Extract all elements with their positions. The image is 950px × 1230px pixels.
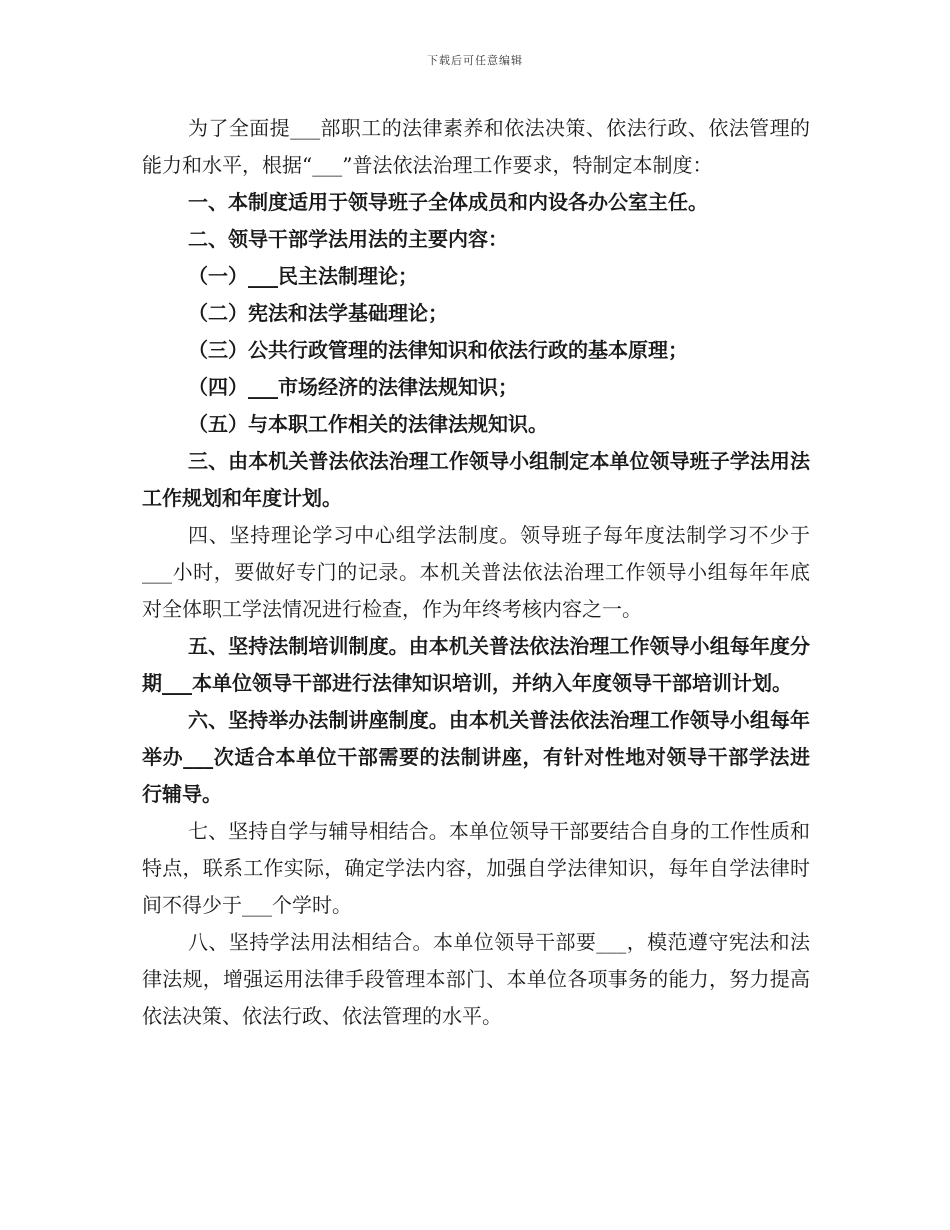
list-item-4: （四）___市场经济的法律法规知识；	[188, 375, 518, 399]
paragraph-article-6: 六、坚持举办法制讲座制度。由本机关普法依法治理工作领导小组每年举办___次适合本单位干部需要的法制讲座，有针对性地对领导干部学法进行辅导。	[142, 708, 810, 806]
paragraph-article-3: 三、由本机关普法依法治理工作领导小组制定本单位领导班子学法用法工作规划和年度计划。	[142, 449, 810, 510]
paragraph-article-2: 二、领导干部学法用法的主要内容：	[188, 227, 508, 251]
page-header: 下载后可任意编辑	[427, 54, 523, 67]
paragraph-article-1: 一、本制度适用于领导班子全体成员和内设各办公室主任。	[188, 190, 708, 214]
list-item-1: （一）___民主法制理论；	[188, 264, 418, 288]
document-body	[142, 110, 810, 1035]
paragraph-intro: 为了全面提___部职工的法律素养和依法决策、依法行政、依法管理的能力和水平，根据“___”普法依法治理工作要求，特制定本制度：	[142, 116, 810, 177]
list-item-5: （五）与本职工作相关的法律法规知识。	[188, 412, 548, 436]
paragraph-article-7: 七、坚持自学与辅导相结合。本单位领导干部要结合自身的工作性质和特点，联系工作实际，确定学法内容，加强自学法律知识，每年自学法律时间不得少于___个学时。	[142, 819, 810, 917]
paragraph-article-5: 五、坚持法制培训制度。由本机关普法依法治理工作领导小组每年度分期___本单位领导干部进行法律知识培训，并纳入年度领导干部培训计划。	[142, 634, 810, 695]
list-item-3: （三）公共行政管理的法律知识和依法行政的基本原理；	[188, 338, 688, 362]
list-item-2: （二）宪法和法学基础理论；	[188, 301, 448, 325]
paragraph-article-8: 八、坚持学法用法相结合。本单位领导干部要___，模范遵守宪法和法律法规，增强运用法律手段管理本部门、本单位各项事务的能力，努力提高依法决策、依法行政、依法管理的水平。	[142, 930, 810, 1028]
paragraph-article-4: 四、坚持理论学习中心组学法制度。领导班子每年度法制学习不少于___小时，要做好专门的记录。本机关普法依法治理工作领导小组每年年底对全体职工学法情况进行检查，作为年终考核内容之一。	[142, 523, 810, 621]
